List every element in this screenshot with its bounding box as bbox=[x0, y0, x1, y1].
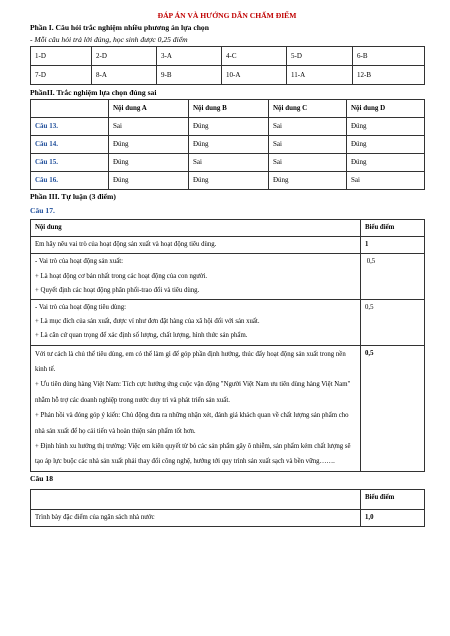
table-header-row bbox=[31, 100, 425, 118]
answer-cell: Sai bbox=[189, 154, 269, 172]
part2-answer-table bbox=[30, 99, 425, 190]
table-row bbox=[31, 118, 425, 136]
table-header-row bbox=[31, 220, 425, 237]
score-cell: 0,5 bbox=[361, 254, 425, 300]
answer-cell: Sai bbox=[347, 172, 425, 190]
part2-heading: PhầnII. Trắc nghiệm lựa chọn đúng sai bbox=[30, 88, 157, 97]
answer-cell: Sai bbox=[109, 118, 189, 136]
answer-cell: 3-A bbox=[157, 47, 222, 66]
answer-cell: 11-A bbox=[287, 66, 353, 85]
header-cell: Nội dung D bbox=[347, 100, 425, 118]
header-cell: Nội dung C bbox=[269, 100, 347, 118]
table-row bbox=[31, 509, 425, 526]
content-line: Em hãy nêu vai trò của hoạt động sản xuất và hoạt động tiêu dùng. bbox=[35, 241, 217, 249]
content-line: + Ưu tiên dùng hàng Việt Nam: Tích cực hưởng ứng cuộc vận động "Người Việt Nam ưu tiên dùng hàng Việt Nam" nhằm hỗ trợ các doanh nghiệp trong nước duy trì và phát triển sản xuất. bbox=[35, 381, 351, 404]
table-row bbox=[31, 66, 425, 85]
content-line: + Phản hồi và đóng góp ý kiến: Chủ động đưa ra những nhận xét, đánh giá khách quan về chất lượng sản phẩm cho nhà sản xuất để họ cải tiến và hoàn thiện sản phẩm tốt hơn. bbox=[35, 412, 349, 435]
answer-cell: Sai bbox=[269, 154, 347, 172]
answer-cell: 9-B bbox=[157, 66, 222, 85]
answer-cell: Đúng bbox=[347, 136, 425, 154]
answer-cell: 1-D bbox=[31, 47, 92, 66]
answer-cell: 4-C bbox=[222, 47, 287, 66]
table-row bbox=[31, 237, 425, 254]
score-cell: 0,5 bbox=[361, 345, 425, 471]
content-line: - Vai trò của hoạt động sản xuất: bbox=[35, 258, 124, 266]
header-cell: Biểu điểm bbox=[361, 220, 425, 237]
answer-cell: Đúng bbox=[347, 154, 425, 172]
part1-heading: Phần I. Câu hỏi trắc nghiệm nhiều phương án lựa chọn bbox=[30, 23, 209, 32]
table-row bbox=[31, 47, 425, 66]
part3-heading: Phần III. Tự luận (3 điểm) bbox=[30, 192, 116, 201]
answer-cell: Đúng bbox=[189, 118, 269, 136]
question-label: Câu 14. bbox=[31, 136, 109, 154]
table-row bbox=[31, 154, 425, 172]
content-line: + Là căn cứ quan trọng để xác định số lượng, chất lượng, hình thức sản phẩm. bbox=[35, 332, 248, 340]
part1-note: - Mỗi câu hỏi trả lời đúng, học sinh được 0,25 điểm bbox=[30, 35, 188, 44]
header-cell: Nội dung A bbox=[109, 100, 189, 118]
question-18-table bbox=[30, 489, 425, 527]
content-cell: Trình bày đặc điểm của ngân sách nhà nước bbox=[31, 509, 361, 526]
score-cell: 0,5 bbox=[361, 300, 425, 346]
content-cell bbox=[31, 300, 361, 346]
header-cell bbox=[31, 100, 109, 118]
answer-cell: Sai bbox=[269, 118, 347, 136]
question-17-label: Câu 17. bbox=[30, 206, 55, 215]
content-line: + Là hoạt động cơ bản nhất trong các hoạt động của con người. bbox=[35, 272, 208, 280]
question-label: Câu 15. bbox=[31, 154, 109, 172]
answer-key-page bbox=[30, 8, 424, 527]
table-row bbox=[31, 345, 425, 471]
question-18-label: Câu 18 bbox=[30, 473, 53, 483]
question-label: Câu 16. bbox=[31, 172, 109, 190]
answer-cell: Đúng bbox=[347, 118, 425, 136]
header-cell: Biểu điểm bbox=[361, 489, 425, 509]
answer-cell: Đúng bbox=[109, 172, 189, 190]
table-row bbox=[31, 254, 425, 300]
answer-cell: Đúng bbox=[269, 172, 347, 190]
content-cell bbox=[31, 345, 361, 471]
score-cell: 1,0 bbox=[361, 509, 425, 526]
answer-cell: 12-B bbox=[353, 66, 425, 85]
answer-cell: Đúng bbox=[109, 136, 189, 154]
answer-cell: Sai bbox=[269, 136, 347, 154]
header-cell: Nội dung B bbox=[189, 100, 269, 118]
header-cell bbox=[31, 489, 361, 509]
content-cell bbox=[31, 237, 361, 254]
answer-cell: 7-D bbox=[31, 66, 92, 85]
table-row bbox=[31, 136, 425, 154]
answer-cell: Đúng bbox=[189, 172, 269, 190]
question-17-table bbox=[30, 219, 425, 472]
answer-cell: 10-A bbox=[222, 66, 287, 85]
content-line: + Quyết định các hoạt động phân phối-trao đổi và tiêu dùng. bbox=[35, 286, 200, 294]
content-line: + Là mục đích của sản xuất, được ví như đơn đặt hàng của xã hội đối với sản xuất. bbox=[35, 318, 260, 326]
question-label: Câu 13. bbox=[31, 118, 109, 136]
answer-cell: Đúng bbox=[109, 154, 189, 172]
content-cell bbox=[31, 254, 361, 300]
part1-answer-table bbox=[30, 46, 425, 85]
content-line: - Vai trò của hoạt động tiêu dùng: bbox=[35, 304, 127, 312]
content-line: Với tư cách là chủ thể tiêu dùng, em có thể làm gì để góp phần định hướng, thúc đẩy hoạt động sản xuất trong nền kinh tế. bbox=[35, 350, 346, 374]
answer-cell: 8-A bbox=[92, 66, 157, 85]
header-cell: Nội dung bbox=[31, 220, 361, 237]
content-line: + Định hình xu hướng thị trường: Việc em kiên quyết từ bỏ các sản phẩm gây ô nhiễm, sản phẩm kém chất lượng sẽ tạo áp lực buộc các nhà sản xuất phải thay đổi công nghệ, hướng tới quy trình sản xuất sạch và bền vững……. bbox=[35, 443, 351, 466]
answer-cell: 6-B bbox=[353, 47, 425, 66]
table-row bbox=[31, 300, 425, 346]
score-cell: 1 bbox=[361, 237, 425, 254]
answer-cell: 5-D bbox=[287, 47, 353, 66]
answer-cell: 2-D bbox=[92, 47, 157, 66]
answer-cell: Đúng bbox=[189, 136, 269, 154]
page-title: ĐÁP ÁN VÀ HƯỚNG DẪN CHẤM ĐIỂM bbox=[157, 11, 297, 20]
table-row bbox=[31, 172, 425, 190]
table-header-row bbox=[31, 489, 425, 509]
